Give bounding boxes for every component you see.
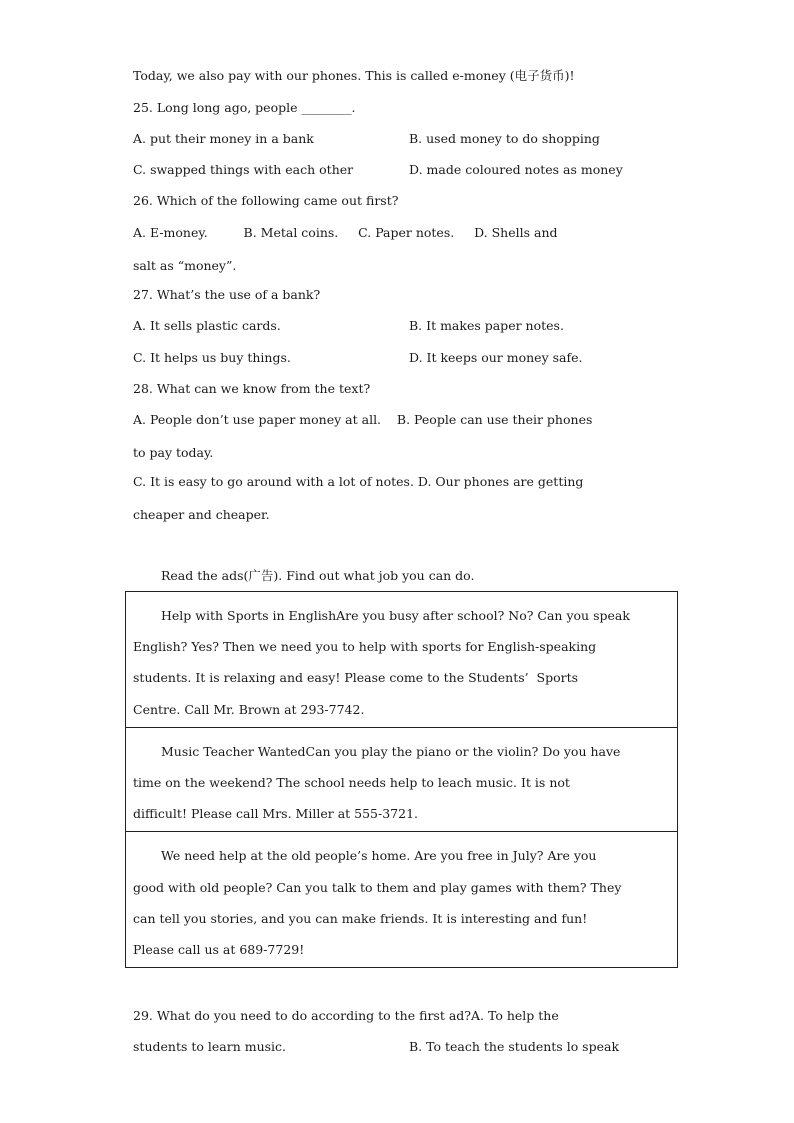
q25-option-a: A. put their money in a bank [133, 131, 314, 146]
question-28-stem: 28. What can we know from the text? [133, 381, 371, 396]
ad-line: students. It is relaxing and easy! Please come to the Students’ Sports [133, 670, 579, 685]
q27-option-b: B. It makes paper notes. [409, 318, 564, 333]
question-25-stem: 25. Long long ago, people ________. [133, 100, 356, 115]
ad-box-old-peoples-home [125, 831, 678, 968]
q25-option-c: C. swapped things with each other [133, 162, 354, 177]
q28-options-line3: C. It is easy to go around with a lot of notes. D. Our phones are getting [133, 474, 584, 489]
q29-option-a-cont: students to learn music. [133, 1039, 287, 1054]
question-26-stem: 26. Which of the following came out first? [133, 193, 399, 208]
ad-line: can tell you stories, and you can make friends. It is interesting and fun! [133, 911, 588, 926]
q27-option-a: A. It sells plastic cards. [133, 318, 281, 333]
ad-line: time on the weekend? The school needs help to leach music. It is not [133, 775, 570, 790]
ad-line: English? Yes? Then we need you to help with sports for English-speaking [133, 639, 597, 654]
q26-options-line2: salt as “money”. [133, 258, 237, 273]
q25-option-d: D. made coloured notes as money [409, 162, 623, 177]
q28-options-line1: A. People don’t use paper money at all. B. People can use their phones [133, 412, 593, 427]
q27-option-c: C. It helps us buy things. [133, 350, 291, 365]
ad-line: We need help at the old people’s home. Are you free in July? Are you [161, 848, 597, 863]
q29-option-b: B. To teach the students lo speak [409, 1039, 620, 1054]
q25-option-b: B. used money to do shopping [409, 131, 600, 146]
ads-instruction: Read the ads(广告). Find out what job you can do. [161, 568, 475, 583]
q26-options-line1: A. E-money. B. Metal coins. C. Paper notes. D. Shells and [133, 225, 558, 240]
ad-box-music [125, 727, 678, 832]
ad-line: Music Teacher WantedCan you play the piano or the violin? Do you have [161, 744, 621, 759]
q27-option-d: D. It keeps our money safe. [409, 350, 583, 365]
ad-line: difficult! Please call Mrs. Miller at 555-3721. [133, 806, 419, 821]
q28-options-line4: cheaper and cheaper. [133, 507, 270, 522]
ad-box-sports [125, 591, 678, 728]
ad-line: good with old people? Can you talk to them and play games with them? They [133, 880, 622, 895]
question-29-stem: 29. What do you need to do according to the first ad?A. To help the [133, 1008, 559, 1023]
question-27-stem: 27. What’s the use of a bank? [133, 287, 321, 302]
passage-last-line: Today, we also pay with our phones. This is called e-money (电子货币)! [133, 68, 575, 83]
ad-line: Please call us at 689-7729! [133, 942, 305, 957]
ad-line: Centre. Call Mr. Brown at 293-7742. [133, 702, 365, 717]
ad-line: Help with Sports in EnglishAre you busy after school? No? Can you speak [161, 608, 630, 623]
q28-options-line2: to pay today. [133, 445, 214, 460]
